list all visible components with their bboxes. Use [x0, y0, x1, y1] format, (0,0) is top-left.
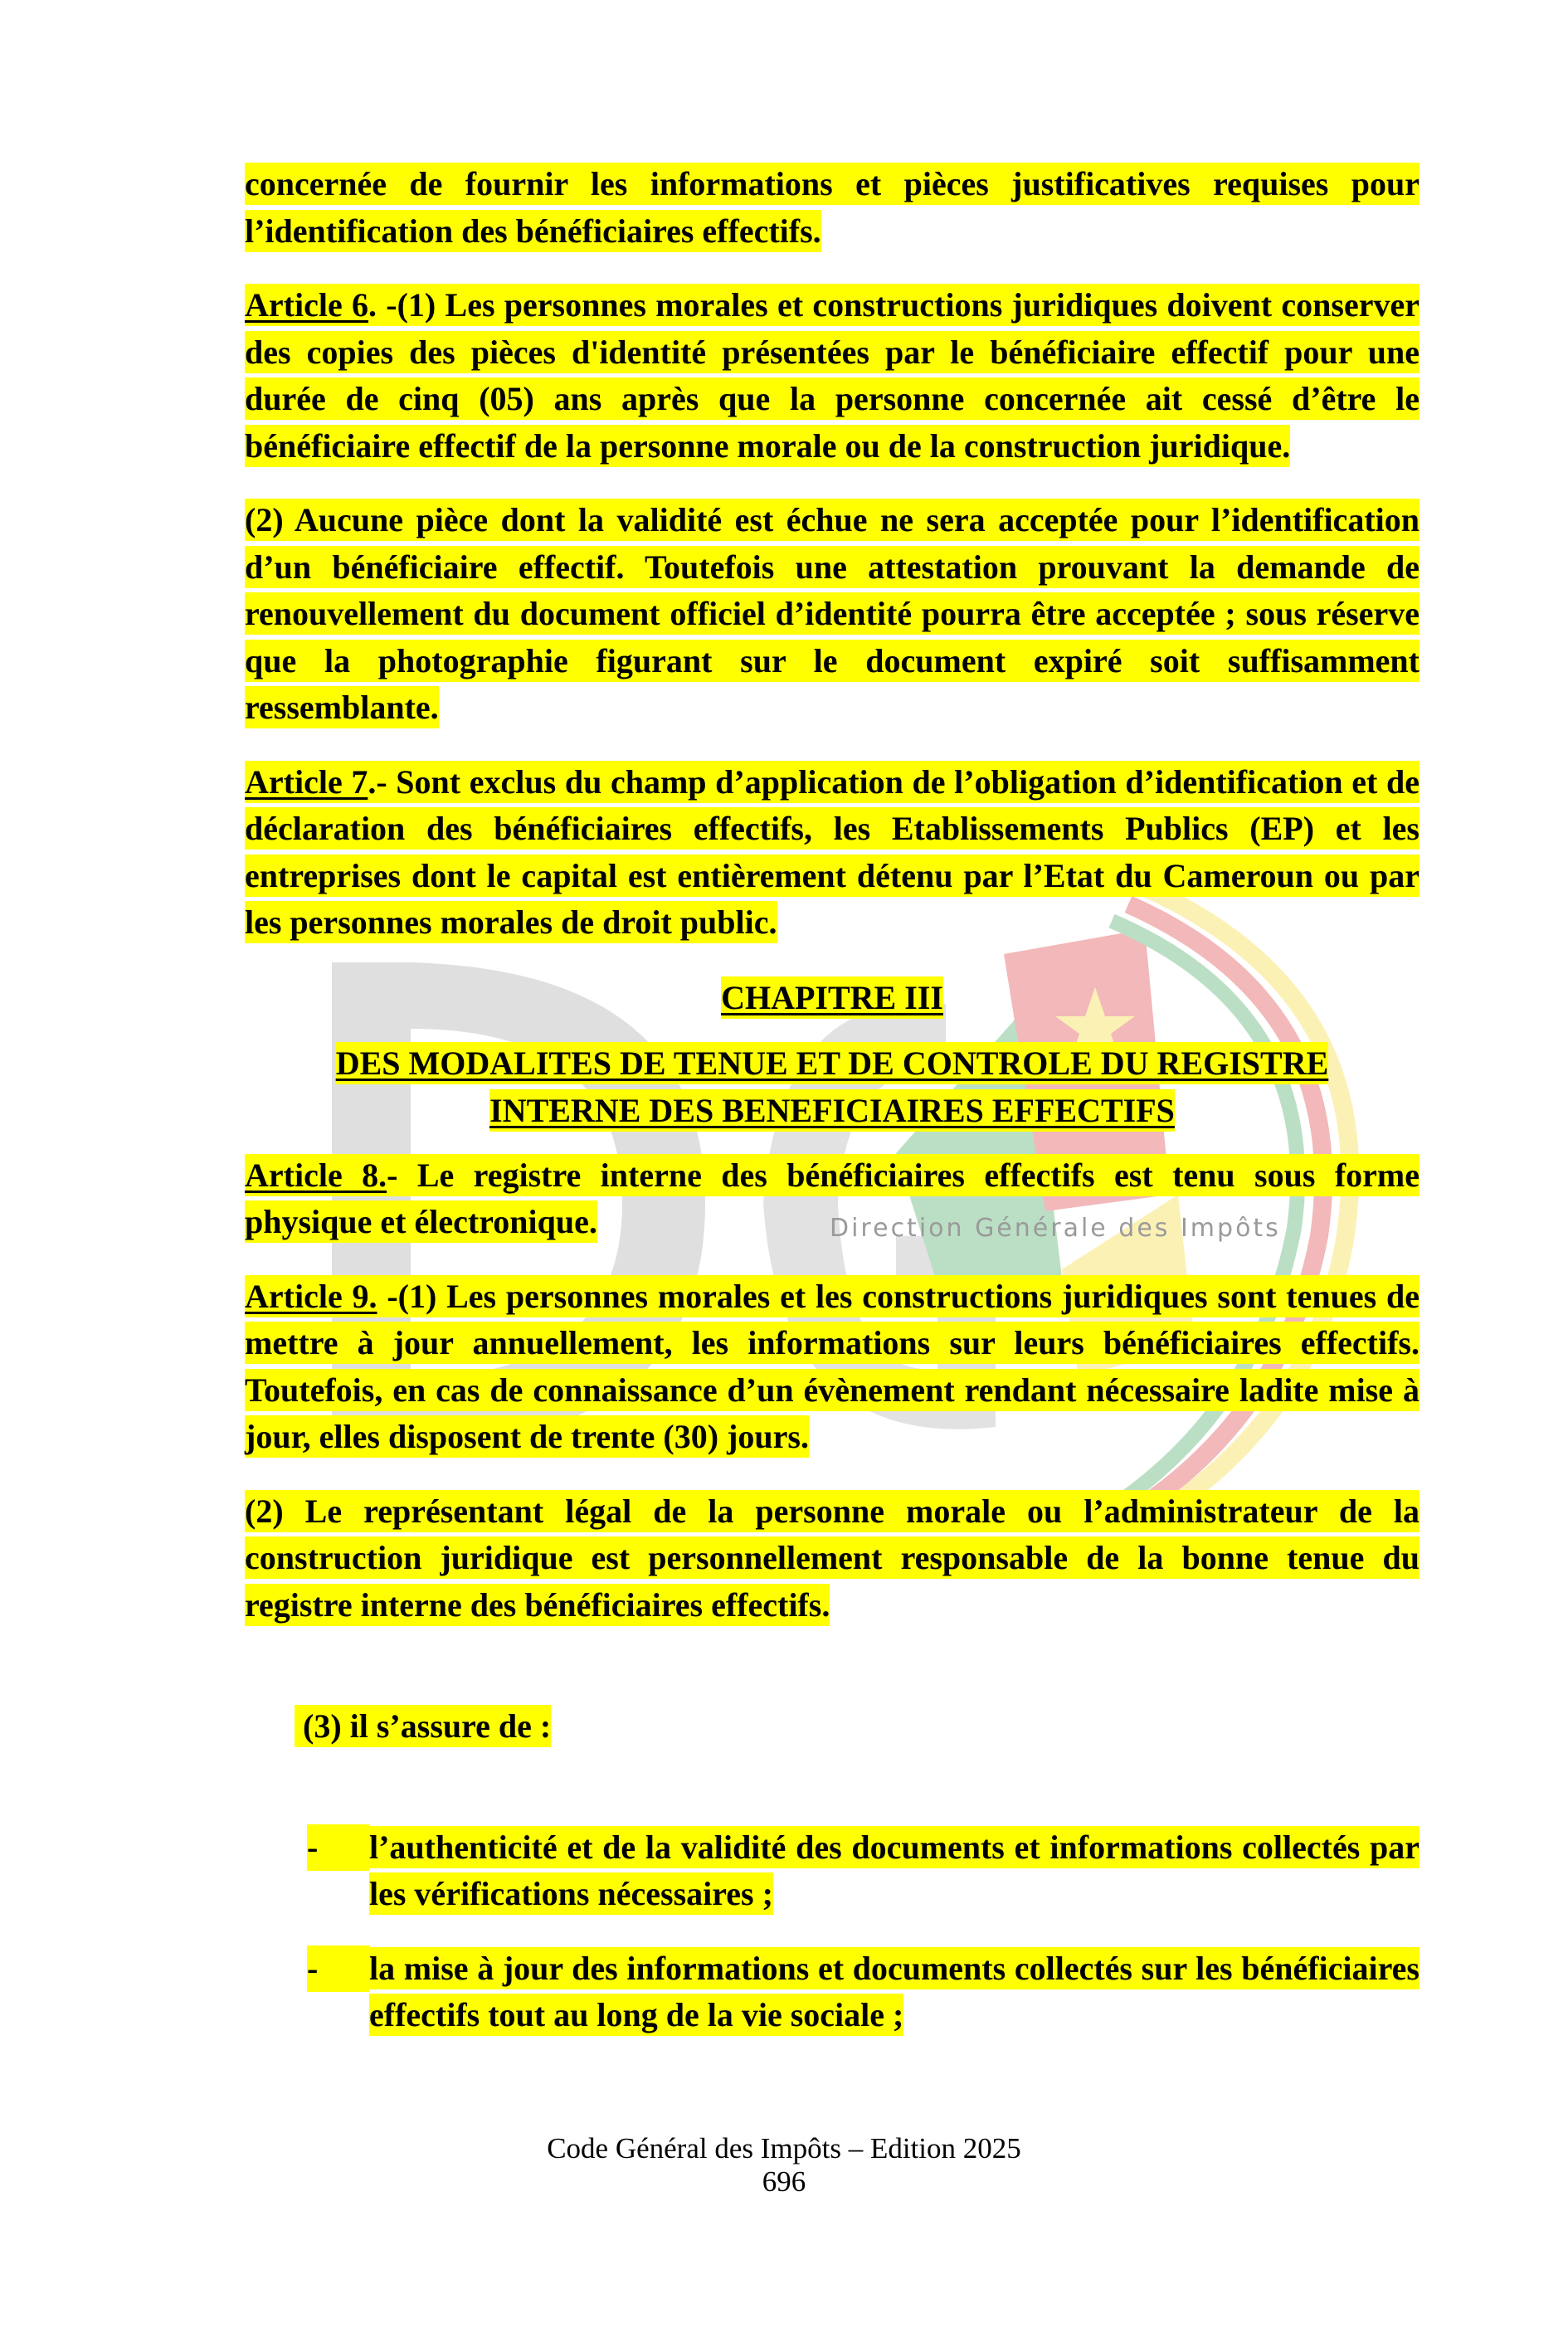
list-bullet: -	[307, 1945, 369, 1993]
article-9-text: -(1) Les personnes morales et les constructions juridiques sont tenues de mettre à jour annuellement, les informations sur leurs bénéficiaires effectifs. Toutefois, en cas de connaissance d’un évènement rendant nécessaire ladite mise à jour, elles disposent de trente (30) jours.	[245, 1277, 1420, 1455]
chapter-heading	[245, 974, 1419, 1021]
list-item	[245, 1945, 1419, 2039]
page-footer	[0, 2132, 1568, 2199]
article-9-paragraph-3	[245, 1656, 1419, 1797]
list-bullet: -	[307, 1824, 369, 1872]
article-8-text: - Le registre interne des bénéficiaires effectifs est tenu sous forme physique et électronique.	[245, 1156, 1419, 1240]
list-item-body	[369, 1945, 1419, 2039]
paragraph-text: (3) il s’assure de :	[295, 1705, 551, 1747]
list-item-text: l’authenticité et de la validité des documents et informations collectés par les vérifications nécessaires ;	[369, 1826, 1419, 1916]
article-6-paragraph-2	[245, 497, 1419, 732]
article-8-label: Article 8.	[245, 1156, 387, 1194]
footer-title: Code Général des Impôts – Edition 2025	[547, 2132, 1021, 2165]
article-7-text: .- Sont exclus du champ d’application de l’obligation d’identification et de déclaration des bénéficiaires effectifs, les Etablissements Publics (EP) et les entreprises dont le capital est entièrement détenu par l’Etat du Cameroun ou par les personnes morales de droit public.	[245, 762, 1419, 941]
article-9-paragraph-2	[245, 1488, 1419, 1629]
page-number: 696	[762, 2165, 806, 2198]
chapter-title-line-2: INTERNE DES BENEFICIAIRES EFFECTIFS	[489, 1089, 1175, 1132]
paragraph-text: (2) Aucune pièce dont la validité est échue ne sera acceptée pour l’identification d’un bénéficiaire effectif. Toutefois une attestation prouvant la demande de renouvellement du document officiel d’identité pourra être acceptée ; sous réserve que la photographie figurant sur le document expiré soit suffisamment ressemblante.	[245, 499, 1419, 728]
paragraph-continuation	[245, 161, 1419, 255]
article-9-label: Article 9.	[245, 1277, 377, 1315]
list-item	[245, 1824, 1419, 1918]
article-7-label: Article 7	[245, 762, 368, 801]
list-item-body	[369, 1824, 1419, 1918]
document-body	[245, 161, 1419, 2067]
paragraph-text: concernée de fournir les informations et pièces justificatives requises pour l’identification des bénéficiaires effectifs.	[245, 163, 1419, 252]
article-6-label: Article 6	[245, 286, 368, 324]
list-item-text: la mise à jour des informations et documents collectés sur les bénéficiaires effectifs tout au long de la vie sociale ;	[369, 1947, 1419, 2037]
chapter-title-line-1: DES MODALITES DE TENUE ET DE CONTROLE DU REGISTRE	[336, 1042, 1329, 1084]
chapter-number: CHAPITRE III	[721, 976, 943, 1019]
article-9	[245, 1273, 1419, 1461]
paragraph-text: (2) Le représentant légal de la personne morale ou l’administrateur de la construction juridique est personnellement responsable de la bonne tenue du registre interne des bénéficiaires effectifs.	[245, 1490, 1419, 1626]
obligations-list	[245, 1824, 1419, 2039]
article-7	[245, 759, 1419, 947]
chapter-title	[245, 1040, 1419, 1134]
watermark-caption: Direction Générale des Impôts	[830, 1213, 1281, 1243]
article-6-text: . -(1) Les personnes morales et constructions juridiques doivent conserver des copies des pièces d'identité présentées par le bénéficiaire effectif pour une durée de cinq (05) ans après que la personne concernée ait cessé d’être le bénéficiaire effectif de la personne morale ou de la construction juridique.	[245, 286, 1419, 465]
article-6	[245, 282, 1419, 470]
